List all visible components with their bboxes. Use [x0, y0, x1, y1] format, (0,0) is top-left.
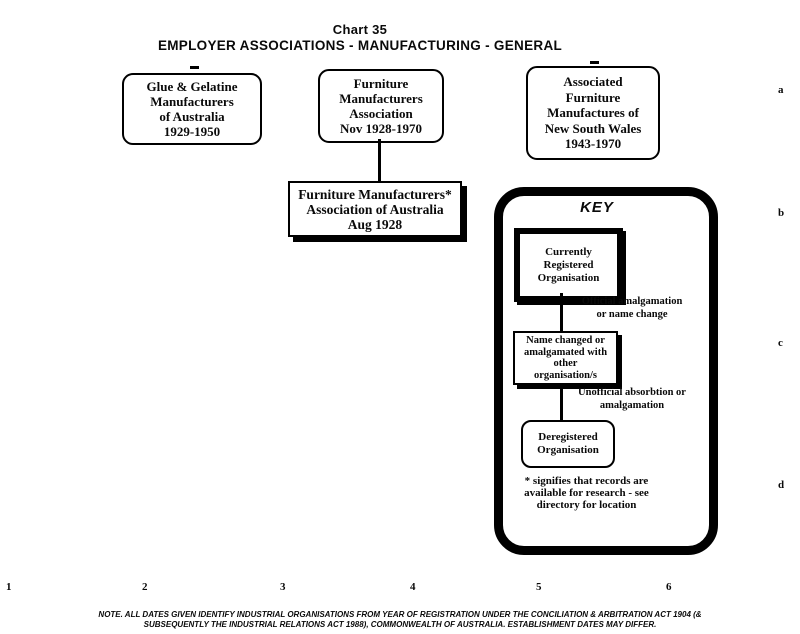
col-label-1: 1: [6, 581, 12, 593]
key-text-line: Organisation: [537, 271, 600, 284]
key-note-line: available for research - see: [524, 487, 649, 499]
key-connector-line: [560, 293, 563, 331]
node-text-line: Glue & Gelatine: [146, 79, 238, 94]
node-text-line: Association: [349, 106, 413, 121]
node-text-line: Manufacturers: [339, 91, 423, 106]
node-text-line: Associated: [563, 74, 623, 90]
key-deregistered-box: [521, 420, 615, 468]
key-text-line: amalgamated with: [523, 346, 608, 358]
node-text-line: Furniture Manufacturers*: [298, 186, 452, 202]
node-text-line: 1943-1970: [564, 136, 622, 152]
key-text-line: Name changed or: [526, 335, 605, 346]
node-text-line: Furniture: [353, 76, 409, 91]
key-label-line: Official amalgamation: [581, 296, 683, 307]
node-furniture-manufacturers-association: [318, 69, 444, 143]
col-label-5: 5: [536, 581, 542, 593]
row-label-d: d: [778, 479, 785, 491]
col-label-3: 3: [280, 581, 286, 593]
key-label-line: amalgamation: [599, 399, 665, 411]
page-title: [0, 22, 720, 53]
key-text-line: other: [553, 358, 578, 369]
node-text-line: 1929-1950: [163, 124, 221, 139]
connector-stub: [590, 61, 599, 64]
key-text-line: Currently: [545, 245, 592, 258]
key-text-line: Organisation: [537, 444, 599, 456]
key-title: KEY: [580, 199, 614, 216]
node-text-line: of Australia: [159, 109, 225, 124]
node-text-line: Furniture: [565, 89, 621, 105]
chart-number: Chart 35: [332, 22, 388, 37]
key-text-line: organisation/s: [533, 369, 597, 381]
node-text-line: New South Wales: [544, 120, 642, 136]
key-name-changed-box: [513, 331, 618, 385]
connector-line: [378, 139, 381, 182]
key-registered-box: [514, 228, 623, 302]
col-label-6: 6: [666, 581, 672, 593]
key-note-line: directory for location: [536, 499, 637, 511]
node-furniture-manufacturers-australia: [288, 181, 462, 237]
col-label-4: 4: [410, 581, 416, 593]
row-label-c: c: [778, 337, 783, 349]
row-label-b: b: [778, 207, 785, 219]
node-text-line: Nov 1928-1970: [340, 121, 422, 136]
col-label-2: 2: [142, 581, 148, 593]
key-note: [504, 475, 669, 511]
footnote: [0, 610, 800, 629]
node-glue-gelatine: [122, 73, 262, 145]
node-associated-furniture: [526, 66, 660, 160]
key-text-line: Registered: [543, 258, 594, 271]
key-label-unofficial: [567, 387, 697, 412]
key-label-official: [567, 296, 697, 321]
key-text-line: Deregistered: [538, 431, 598, 443]
row-label-a: a: [778, 84, 784, 96]
key-label-line: or name change: [596, 308, 668, 320]
node-text-line: Association of Australia: [306, 201, 444, 217]
node-text-line: Manufacturers: [150, 94, 234, 109]
footnote-line2: SUBSEQUENTLY THE INDUSTRIAL RELATIONS ACT 1988), COMMONWEALTH OF AUSTRALIA. ESTABLISHMENT DATES MAY DIFFER.: [143, 619, 657, 629]
connector-stub: [190, 66, 199, 69]
key-note-line: * signifies that records are: [524, 475, 649, 487]
key-label-line: Unofficial absorbtion or: [578, 387, 686, 398]
key-connector-line: [560, 385, 563, 420]
chart-heading: EMPLOYER ASSOCIATIONS - MANUFACTURING - GENERAL: [157, 38, 563, 53]
node-text-line: Manufactures of: [547, 105, 639, 121]
footnote-line1: NOTE. ALL DATES GIVEN IDENTIFY INDUSTRIAL ORGANISATIONS FROM YEAR OF REGISTRATION UNDER THE CONCILIATION & ARBITRATION ACT 1904 (&: [98, 610, 702, 619]
node-text-line: Aug 1928: [347, 216, 403, 232]
